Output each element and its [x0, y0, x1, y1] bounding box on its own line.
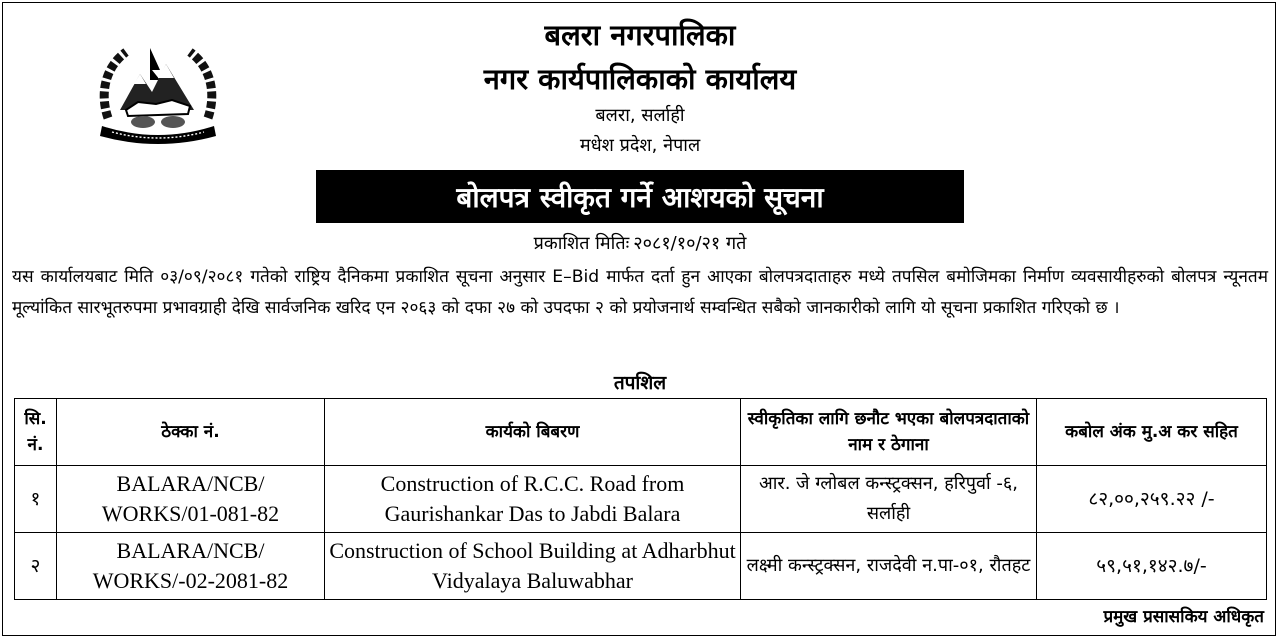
row-bidder: लक्ष्मी कन्स्ट्रक्सन, राजदेवी न.पा-०१, रौतहट — [741, 533, 1037, 600]
organization-name: बलरा नगरपालिका — [544, 18, 736, 52]
published-date: २०८१/१०/२१ गते — [633, 233, 747, 254]
row-contract-no: BALARA/NCB/ WORKS/01-081-82 — [57, 466, 325, 533]
row-sn: १ — [15, 466, 57, 533]
published-date-line — [0, 231, 1280, 255]
office-name: नगर कार्यपालिकाको कार्यालय — [483, 62, 797, 96]
header-contract-no: ठेक्का नं. — [57, 399, 325, 466]
row-amount: ५९,५१,१४२.७/- — [1037, 533, 1267, 600]
header-bidder: स्वीकृतिका लागि छनौट भएका बोलपत्रदाताको नाम र ठेगाना — [741, 399, 1037, 466]
row-description: Construction of School Building at Adharbhut Vidyalaya Baluwabhar — [325, 533, 741, 600]
published-label: प्रकाशित मितिः — [533, 233, 630, 254]
address-line-2: मधेश प्रदेश, नेपाल — [579, 135, 701, 156]
address-line-1: बलरा, सर्लाही — [595, 105, 685, 126]
row-bidder: आर. जे ग्लोबल कन्स्ट्रक्सन, हरिपुर्वा -६, सर्लाही — [741, 466, 1037, 533]
table-row — [15, 466, 1267, 533]
bid-table — [14, 398, 1267, 600]
row-sn: २ — [15, 533, 57, 600]
row-amount: ८२,००,२५९.२२ /- — [1037, 466, 1267, 533]
schedule-heading: तपशिल — [613, 372, 667, 394]
row-description: Construction of R.C.C. Road from Gaurishankar Das to Jabdi Balara — [325, 466, 741, 533]
signatory-title: प्रमुख प्रसासकिय अधिकृत — [1103, 607, 1264, 627]
table-header-row — [15, 399, 1267, 466]
row-contract-no: BALARA/NCB/ WORKS/-02-2081-82 — [57, 533, 325, 600]
notice-title: बोलपत्र स्वीकृत गर्ने आशयको सूचना — [316, 170, 964, 223]
header-amount: कबोल अंक मु.अ कर सहित — [1037, 399, 1267, 466]
header-description: कार्यको बिबरण — [325, 399, 741, 466]
header-sn: सि. नं. — [15, 399, 57, 466]
table-row — [15, 533, 1267, 600]
notice-body: यस कार्यालयबाट मिति ०३/०९/२०८१ गतेको राष्ट्रिय दैनिकमा प्रकाशित सूचना अनुसार E–Bid मार्फत दर्ता हुन आएका बोलपत्रदाताहरु मध्ये तपसिल बमोजिमका निर्माण व्यवसायीहरुको बोलपत्र न्यूनतम मूल्यांकित सारभूतरुपमा प्रभावग्राही देखि सार्वजनिक खरिद एन २०६३ को दफा २७ को उपदफा २ को प्रयोजनार्थ सम्वन्धित सबैको जानकारीको लागि यो सूचना प्रकाशित गरिएको छ । — [12, 267, 1268, 318]
